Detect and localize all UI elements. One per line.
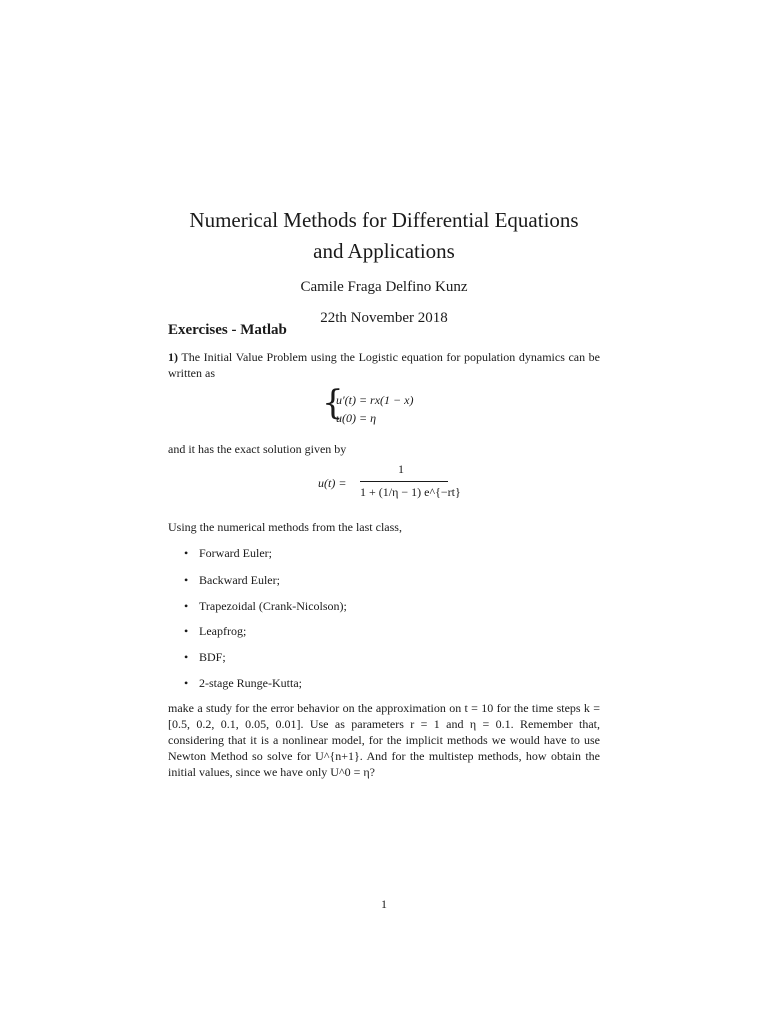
formula-lhs: u(t) = [318, 476, 347, 490]
problem-number: 1) [168, 350, 178, 364]
page-number: 1 [381, 897, 387, 911]
problem-intro-text: The Initial Value Problem using the Logistic equation for population dynamics can be written as [168, 350, 600, 380]
bullet-icon: • [184, 624, 189, 638]
left-brace: { [322, 383, 344, 423]
bullet-icon: • [184, 546, 189, 560]
bullet-icon: • [184, 573, 189, 587]
bullet-icon: • [184, 650, 189, 664]
formula-denominator: 1 + (1/η − 1) e^{−rt} [360, 485, 461, 499]
exact-solution-intro: and it has the exact solution given by [168, 442, 347, 456]
title-line-2: and Applications [313, 239, 455, 263]
section-heading: Exercises - Matlab [168, 322, 287, 338]
author: Camile Fraga Delfino Kunz [300, 279, 468, 295]
exact-solution-formula [318, 462, 461, 512]
methods-intro: Using the numerical methods from the last class, [168, 520, 402, 534]
paper-title [120, 205, 648, 267]
formula-numerator: 1 [398, 462, 404, 476]
ode-equation: u′(t) = rx(1 − x) [336, 393, 414, 407]
date: 22th November 2018 [320, 310, 448, 326]
problem-intro [168, 349, 600, 381]
bullet-icon: • [184, 676, 189, 690]
title-line-1: Numerical Methods for Differential Equations [189, 208, 579, 232]
bullet-icon: • [184, 599, 189, 613]
conclusion-paragraph: make a study for the error behavior on the approximation on t = 10 for the time steps k = [0.5, 0.2, 0.1, 0.05, 0.01]. Use as parameters r = 1 and η = 0.1. Remember that, considering that it is a nonlinear model, for the implicit methods we would have to use Newton Method so solve for U^{n+1}. And for the multistep methods, how obtain the initial values, since we have only U^0 = η? [168, 701, 600, 779]
initial-condition: u(0) = η [336, 411, 377, 425]
fraction-bar [360, 481, 448, 482]
